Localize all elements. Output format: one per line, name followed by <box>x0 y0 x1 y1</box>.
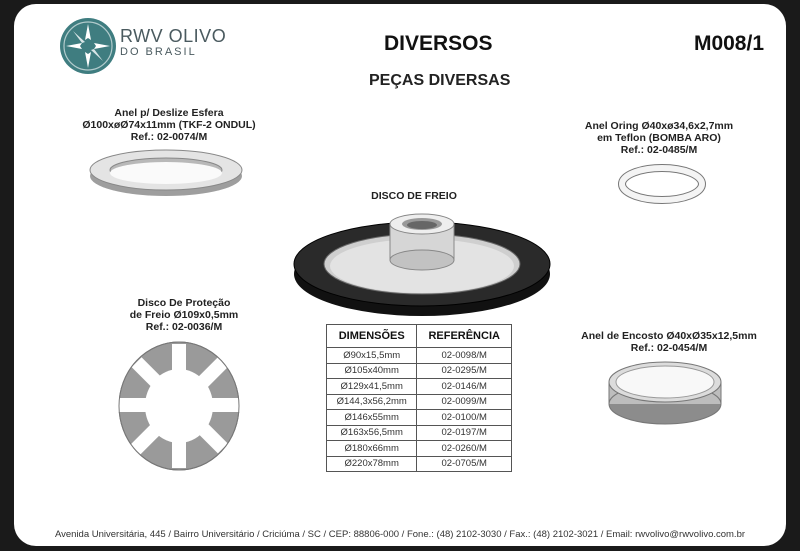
table-row <box>327 456 512 472</box>
reference-cell: 02-0100/M <box>417 410 512 426</box>
reference-cell: 02-0705/M <box>417 456 512 472</box>
anel-encosto-name: Anel de Encosto Ø40xØ35x12,5mm <box>581 330 757 342</box>
anel-deslize-dims: Ø100xøØ74x11mm (TKF-2 ONDUL) <box>82 119 256 131</box>
disco-protecao-ref: Ref.: 02-0036/M <box>145 321 223 333</box>
disco-freio-label <box>354 190 474 202</box>
anel-deslize-image <box>86 148 246 198</box>
brand-logo-icon <box>58 16 118 76</box>
disco-protecao-image <box>114 340 244 472</box>
anel-oring-ref: Ref.: 02-0485/M <box>620 144 698 156</box>
table-row <box>327 425 512 441</box>
disco-protecao-dims: de Freio Ø109x0,5mm <box>129 309 239 321</box>
dimension-cell: Ø146x55mm <box>327 410 417 426</box>
table-header-row <box>327 325 512 348</box>
page-title: DIVERSOS <box>384 32 493 55</box>
reference-cell: 02-0099/M <box>417 394 512 410</box>
disco-freio-image <box>290 208 560 326</box>
anel-deslize-name: Anel p/ Deslize Esfera <box>114 107 224 119</box>
anel-deslize-ref: Ref.: 02-0074/M <box>130 131 208 143</box>
reference-cell: 02-0146/M <box>417 379 512 395</box>
disco-freio-name: DISCO DE FREIO <box>371 190 457 202</box>
anel-encosto-label <box>559 330 779 354</box>
dimension-cell: Ø129x41,5mm <box>327 379 417 395</box>
dimension-cell: Ø105x40mm <box>327 363 417 379</box>
dimension-cell: Ø220x78mm <box>327 456 417 472</box>
table-row <box>327 410 512 426</box>
anel-oring-material: em Teflon (BOMBA ARO) <box>597 132 721 144</box>
footer-address: Avenida Universitária, 445 / Bairro Universitário / Criciúma / SC / CEP: 88806-000 / Fone.: (48) 2102-3030 / Fax.: (48) 2102-3021 / Email: rwvolivo@rwvolivo.com.br <box>54 529 746 540</box>
table-row <box>327 441 512 457</box>
anel-oring-name: Anel Oring Ø40xø34,6x2,7mm <box>584 120 734 132</box>
anel-oring-label <box>574 120 744 156</box>
table-row <box>327 348 512 364</box>
table-row <box>327 379 512 395</box>
brand-name: RWV OLIVO <box>120 26 227 46</box>
reference-cell: 02-0197/M <box>417 425 512 441</box>
dimensions-header: DIMENSÕES <box>327 325 417 348</box>
dimension-cell: Ø180x66mm <box>327 441 417 457</box>
reference-cell: 02-0295/M <box>417 363 512 379</box>
table-row <box>327 394 512 410</box>
page-subtitle: PEÇAS DIVERSAS <box>369 72 511 89</box>
brand-subtitle: DO BRASIL <box>120 46 197 58</box>
anel-oring-image <box>618 164 706 204</box>
table-row <box>327 363 512 379</box>
dimension-cell: Ø163x56,5mm <box>327 425 417 441</box>
anel-deslize-label <box>69 107 269 143</box>
catalog-sheet <box>14 4 786 546</box>
anel-encosto-ref: Ref.: 02-0454/M <box>630 342 708 354</box>
reference-header: REFERÊNCIA <box>417 325 512 348</box>
dimensions-table <box>326 324 512 472</box>
disco-protecao-label <box>109 297 259 333</box>
reference-cell: 02-0260/M <box>417 441 512 457</box>
anel-encosto-image <box>602 360 728 430</box>
page-code: M008/1 <box>693 32 764 55</box>
dimension-cell: Ø144,3x56,2mm <box>327 394 417 410</box>
reference-cell: 02-0098/M <box>417 348 512 364</box>
dimension-cell: Ø90x15,5mm <box>327 348 417 364</box>
disco-protecao-name: Disco De Proteção <box>137 297 231 309</box>
